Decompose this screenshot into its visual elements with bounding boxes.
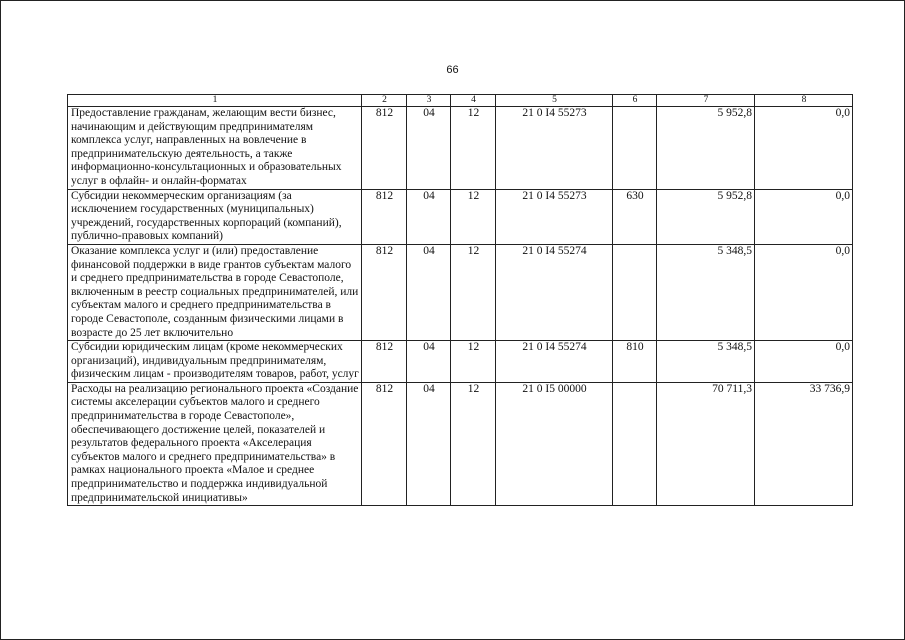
row-section-code: 04 xyxy=(407,107,451,190)
row-section-code: 04 xyxy=(407,382,451,505)
header-cell-6: 6 xyxy=(613,95,657,107)
row-subsection-code: 12 xyxy=(451,341,496,383)
row-amount-2: 0,0 xyxy=(755,341,853,383)
row-subsection-code: 12 xyxy=(451,382,496,505)
row-amount-2: 0,0 xyxy=(755,189,853,244)
table-row xyxy=(68,341,853,383)
header-row xyxy=(68,95,853,107)
header-cell-5: 5 xyxy=(496,95,613,107)
header-cell-2: 2 xyxy=(362,95,407,107)
row-expense-type xyxy=(613,107,657,190)
row-ministry-code: 812 xyxy=(362,107,407,190)
row-amount-1: 5 348,5 xyxy=(657,341,755,383)
header-cell-1: 1 xyxy=(68,95,362,107)
table-row xyxy=(68,382,853,505)
row-amount-1: 70 711,3 xyxy=(657,382,755,505)
row-amount-2: 33 736,9 xyxy=(755,382,853,505)
row-target-article: 21 0 I4 55274 xyxy=(496,341,613,383)
row-target-article: 21 0 I5 00000 xyxy=(496,382,613,505)
row-name: Субсидии некоммерческим организациям (за исключением государственных (муниципальных) учреждений, государственных корпораций (компаний), публично-правовых компаний) xyxy=(68,189,362,244)
row-expense-type xyxy=(613,382,657,505)
row-expense-type: 810 xyxy=(613,341,657,383)
row-expense-type: 630 xyxy=(613,189,657,244)
row-ministry-code: 812 xyxy=(362,244,407,340)
row-amount-1: 5 952,8 xyxy=(657,107,755,190)
header-cell-8: 8 xyxy=(755,95,853,107)
row-ministry-code: 812 xyxy=(362,189,407,244)
row-amount-1: 5 348,5 xyxy=(657,244,755,340)
page-number: 66 xyxy=(446,64,459,76)
row-target-article: 21 0 I4 55274 xyxy=(496,244,613,340)
row-ministry-code: 812 xyxy=(362,382,407,505)
header-cell-3: 3 xyxy=(407,95,451,107)
row-name: Расходы на реализацию регионального проекта «Создание системы акселерации субъектов малого и среднего предпринимательства в городе Севастополе», обеспечивающего достижение целей, показателей и результатов федерального проекта «Акселерация субъектов малого и среднего предпринимательства» в рамках национального проекта «Малое и среднее предпринимательство и поддержка индивидуальной предпринимательской инициативы» xyxy=(68,382,362,505)
row-amount-2: 0,0 xyxy=(755,244,853,340)
row-target-article: 21 0 I4 55273 xyxy=(496,107,613,190)
row-subsection-code: 12 xyxy=(451,107,496,190)
row-name: Предоставление гражданам, желающим вести бизнес, начинающим и действующим предпринимателям комплекса услуг, направленных на вовлечение в предпринимательскую деятельность, а также информационно-консультационных и образовательных услуг в офлайн- и онлайн-форматах xyxy=(68,107,362,190)
row-subsection-code: 12 xyxy=(451,189,496,244)
row-section-code: 04 xyxy=(407,341,451,383)
row-expense-type xyxy=(613,244,657,340)
table-row xyxy=(68,107,853,190)
budget-table xyxy=(67,94,853,506)
row-amount-2: 0,0 xyxy=(755,107,853,190)
row-section-code: 04 xyxy=(407,244,451,340)
row-name: Субсидии юридическим лицам (кроме некоммерческих организаций), индивидуальным предпринимателям, физическим лицам - производителям товаров, работ, услуг xyxy=(68,341,362,383)
header-cell-4: 4 xyxy=(451,95,496,107)
row-subsection-code: 12 xyxy=(451,244,496,340)
row-section-code: 04 xyxy=(407,189,451,244)
row-ministry-code: 812 xyxy=(362,341,407,383)
header-cell-7: 7 xyxy=(657,95,755,107)
row-name: Оказание комплекса услуг и (или) предоставление финансовой поддержки в виде грантов субъектам малого и среднего предпринимательства в городе Севастополе, включенным в реестр социальных предпринимателей, или субъектам малого и среднего предпринимательства в городе Севастополе, созданным физическими лицами в возрасте до 25 лет включительно xyxy=(68,244,362,340)
row-amount-1: 5 952,8 xyxy=(657,189,755,244)
table-row xyxy=(68,244,853,340)
table-row xyxy=(68,189,853,244)
row-target-article: 21 0 I4 55273 xyxy=(496,189,613,244)
